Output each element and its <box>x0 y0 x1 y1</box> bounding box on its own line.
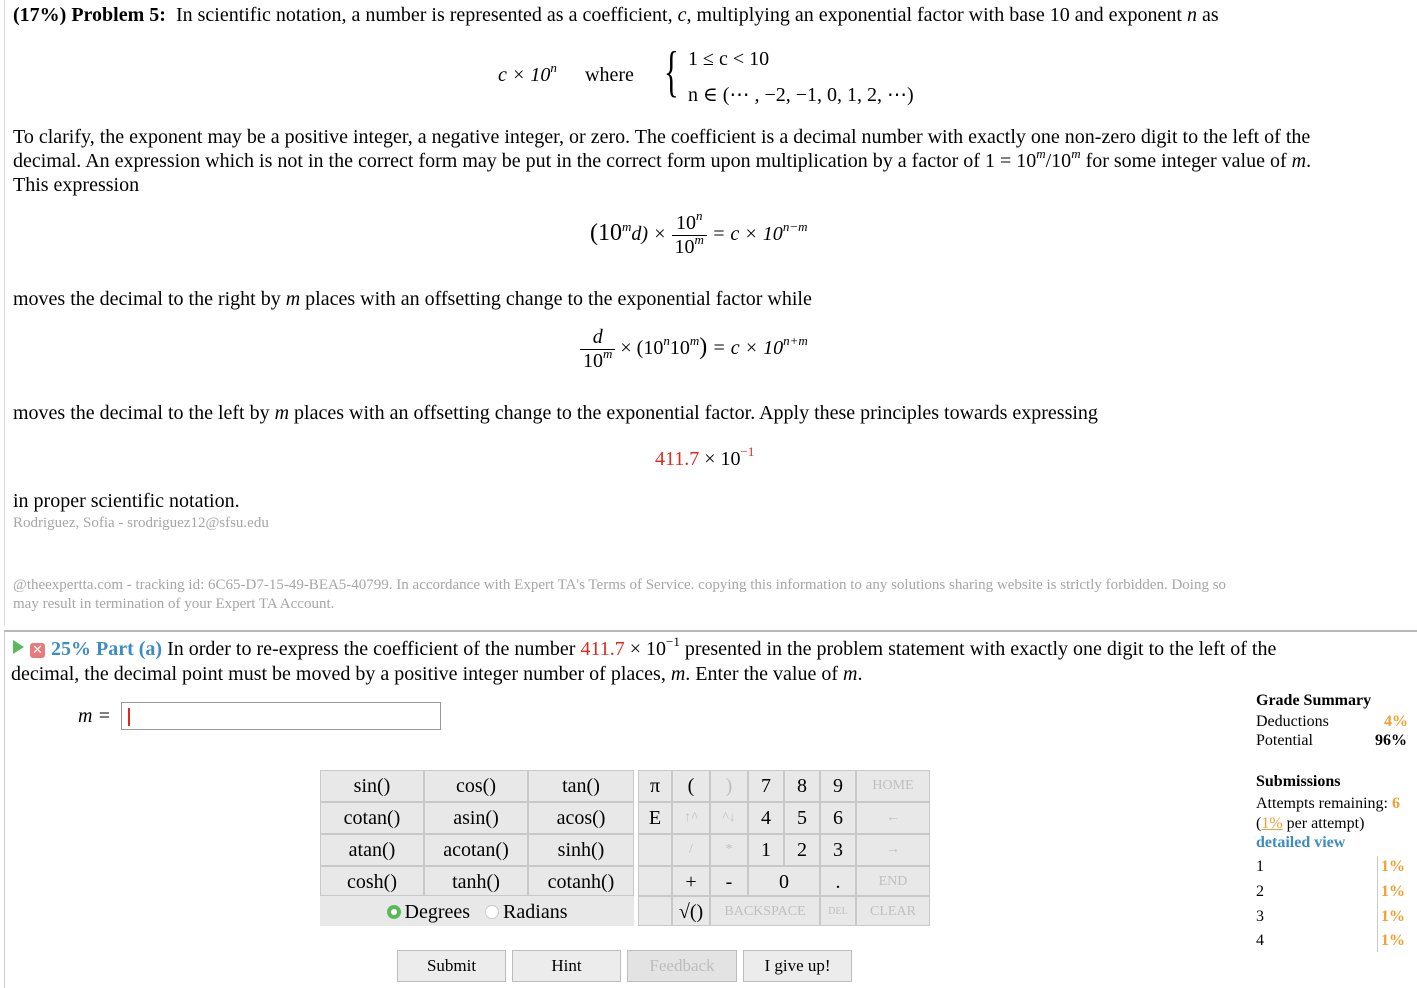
key-backspace: BACKSPACE <box>710 896 820 926</box>
part-times: × 10 <box>629 638 666 660</box>
para2-text: decimal. An expression which is not in the correct form may be put in the correct form upon multiplication by a factor of 1 = 10 <box>13 150 1037 172</box>
key-del: DEL <box>820 896 856 926</box>
eq1-where: where <box>585 64 634 86</box>
problem-title: Problem 5: <box>71 4 166 26</box>
key-cosh[interactable]: cosh() <box>320 866 424 896</box>
submission-row-pct: 1% <box>1381 908 1405 925</box>
eq3-right: = c × 10 <box>712 337 784 360</box>
eq3 <box>580 326 808 373</box>
key-sqrt[interactable]: √() <box>672 896 710 926</box>
hint-button[interactable]: Hint <box>512 950 621 982</box>
key-pi[interactable]: π <box>638 770 672 802</box>
part-label[interactable]: 25% Part (a) <box>51 638 163 660</box>
potential-label: Potential <box>1256 732 1313 749</box>
submission-row-num: 2 <box>1256 883 1264 900</box>
text-caret <box>128 708 130 726</box>
eq2-den: 10 <box>674 236 695 258</box>
student-info: Rodriguez, Sofia - srodriguez12@sfsu.edu <box>13 515 269 531</box>
tracking-line2: may result in termination of your Expert TA Account. <box>13 596 335 612</box>
radians-label: Radians <box>503 901 568 923</box>
attempts-value: 6 <box>1391 795 1400 812</box>
eq2 <box>590 208 808 259</box>
eq1-cond1: 1 ≤ c < 10 <box>688 48 770 70</box>
problem-intro-3: as <box>1201 4 1219 26</box>
target-number <box>655 444 755 471</box>
submission-row-num: 3 <box>1256 908 1264 925</box>
part-a-line2 <box>11 663 862 686</box>
deductions-label: Deductions <box>1256 713 1329 730</box>
per-attempt-pct: 1% <box>1261 815 1283 832</box>
potential-value: 96% <box>1375 732 1407 749</box>
expand-play-icon[interactable] <box>13 640 24 654</box>
key-home: HOME <box>856 770 930 802</box>
attempts-remaining <box>1256 795 1400 813</box>
key-multiply: * <box>710 834 748 866</box>
eq2-num-sup: n <box>695 208 703 223</box>
key-divide: / <box>672 834 710 866</box>
per-open: ( <box>1256 815 1262 832</box>
para2-mid: /10 <box>1045 150 1072 172</box>
part-sup: −1 <box>665 634 680 649</box>
submissions-divider <box>1377 856 1378 952</box>
submission-row-num: 4 <box>1256 932 1264 949</box>
key-sinh[interactable]: sinh() <box>528 834 634 866</box>
eq2-right-sup: n−m <box>782 219 808 235</box>
eq3-close: ) <box>699 334 708 361</box>
answer-input[interactable] <box>121 702 441 730</box>
eq1-sup: n <box>550 60 557 75</box>
deductions-value: 4% <box>1384 713 1408 730</box>
angle-mode-row <box>320 896 634 926</box>
para5 <box>13 402 1098 425</box>
para2-sup2: m <box>1071 146 1081 161</box>
input-label: m = <box>78 705 111 727</box>
submission-row-num: 1 <box>1256 858 1264 875</box>
eq3-num: d <box>580 326 615 350</box>
brace-icon: { <box>664 41 679 103</box>
para2: decimal. An expression which is not in the correct form may be put in the correct form upon multiplication by a factor of $1 = 10^m/10^m$ for some integer value of m. <box>13 146 1312 172</box>
eq1-expr: c × 10 <box>498 64 551 86</box>
part-text2: presented in the problem statement with exactly one digit to the left of the <box>684 638 1277 660</box>
key-blank <box>638 834 672 866</box>
key-cotanh[interactable]: cotanh() <box>528 866 634 896</box>
degrees-radio[interactable] <box>387 905 401 919</box>
eq3-den-sup: m <box>603 346 613 361</box>
give-up-button[interactable]: I give up! <box>743 950 852 982</box>
part-text3-m2: m <box>843 663 858 685</box>
key-blank-3 <box>638 896 672 926</box>
key-cotan[interactable]: cotan() <box>320 802 424 834</box>
part-text1: In order to re-express the coefficient of the number <box>167 638 576 660</box>
part-text3: decimal, the decimal point must be moved by a positive integer number of places, <box>11 663 666 685</box>
para6: in proper scientific notation. <box>13 490 240 512</box>
problem-intro: In scientific notation, a number is represented as a coefficient, <box>175 4 673 26</box>
key-tan[interactable]: tan() <box>528 770 634 802</box>
key-left-arrow: ← <box>856 802 930 834</box>
target-times: × 10 <box>704 448 741 470</box>
eq1-cond2: n ∈ (⋯ , −2, −1, 0, 1, 2, ⋯) <box>688 84 914 106</box>
key-plus[interactable]: + <box>672 866 710 896</box>
eq2-left: (10 <box>590 220 622 247</box>
key-asin[interactable]: asin() <box>424 802 528 834</box>
eq3-fraction <box>580 326 615 373</box>
key-e[interactable]: E <box>638 802 672 834</box>
key-0[interactable]: 0 <box>748 866 820 896</box>
problem-intro-2: , multiplying an exponential factor with base 10 and exponent <box>686 4 1182 26</box>
submission-row-pct: 1% <box>1381 932 1405 949</box>
key-acotan[interactable]: acotan() <box>424 834 528 866</box>
detailed-view-link[interactable]: detailed view <box>1256 834 1346 851</box>
submit-button[interactable]: Submit <box>397 950 506 982</box>
para2-end: for some integer value of <box>1085 150 1287 172</box>
para5-m: m <box>274 402 290 424</box>
key-cos[interactable]: cos() <box>424 770 528 802</box>
eq3-mid2: 10 <box>669 337 690 360</box>
key-tanh[interactable]: tanh() <box>424 866 528 896</box>
eq3-mid: × (10 <box>620 337 664 360</box>
key-decimal[interactable]: . <box>820 866 856 896</box>
problem-weight: (17%) <box>13 4 67 26</box>
part-a-header <box>13 634 1277 661</box>
part-text3-m: m <box>670 663 686 685</box>
key-up: ↑^ <box>672 802 710 834</box>
eq2-num: 10 <box>675 212 696 234</box>
key-6[interactable]: 6 <box>820 802 856 834</box>
key-rparen: ) <box>710 770 748 802</box>
submissions-title: Submissions <box>1256 773 1341 790</box>
key-blank-2 <box>638 866 672 896</box>
problem-header <box>13 4 1219 27</box>
eq2-fraction <box>672 208 707 259</box>
key-right-arrow: → <box>856 834 930 866</box>
para2-sup1: m <box>1036 146 1046 161</box>
key-8[interactable]: 8 <box>784 770 820 802</box>
key-clear: CLEAR <box>856 896 930 926</box>
eq1-left <box>498 60 557 87</box>
incorrect-x-icon: ✕ <box>30 643 45 658</box>
part-num: 411.7 <box>580 638 625 660</box>
target-sup: −1 <box>740 444 755 459</box>
part-text3-dot: . <box>857 663 863 685</box>
key-atan[interactable]: atan() <box>320 834 424 866</box>
key-down: ^↓ <box>710 802 748 834</box>
key-minus[interactable]: - <box>710 866 748 896</box>
key-2[interactable]: 2 <box>784 834 820 866</box>
para4a: moves the decimal to the right by <box>13 288 281 310</box>
para4b: places with an offsetting change to the exponential factor while <box>305 288 812 310</box>
key-5[interactable]: 5 <box>784 802 820 834</box>
key-end: END <box>856 866 930 896</box>
var-c: c <box>677 4 687 26</box>
part-text3-end: . Enter the value of <box>685 663 838 685</box>
attempts-label: Attempts remaining: <box>1256 795 1388 812</box>
submission-row-pct: 1% <box>1381 883 1405 900</box>
eq2-den-sup: m <box>694 232 704 247</box>
eq2-left-d: d) × <box>631 223 667 246</box>
eq3-right-sup: n+m <box>783 333 808 349</box>
para5b: places with an offsetting change to the exponential factor. Apply these principles towards expressing <box>294 402 1098 424</box>
target-coef: 411.7 <box>655 448 700 470</box>
key-acos[interactable]: acos() <box>528 802 634 834</box>
radians-radio[interactable] <box>485 905 499 919</box>
eq2-right: = c × 10 <box>711 223 783 246</box>
key-lparen[interactable]: ( <box>672 770 710 802</box>
key-3[interactable]: 3 <box>820 834 856 866</box>
eq2-left-sup: m <box>622 219 632 235</box>
tracking-line1: @theexpertta.com - tracking id: 6C65-D7-15-49-BEA5-40799. In accordance with Expert TA's Terms of Service. copying this information to any solutions sharing website is strictly forbidden. Doing so <box>13 577 1227 593</box>
feedback-button: Feedback <box>627 950 737 982</box>
para4-m: m <box>285 288 301 310</box>
para2-m: m <box>1291 150 1307 172</box>
submission-row-pct: 1% <box>1381 858 1405 875</box>
para1: To clarify, the exponent may be a positive integer, a negative integer, or zero. The coefficient is a decimal number with exactly one non-zero digit to the left of the <box>13 126 1311 148</box>
para4 <box>13 288 812 311</box>
degrees-label: Degrees <box>404 901 471 923</box>
eq3-mid-sup1: n <box>663 333 670 349</box>
per-attempt-text: per attempt) <box>1286 815 1365 832</box>
key-9[interactable]: 9 <box>820 770 856 802</box>
key-7[interactable]: 7 <box>748 770 784 802</box>
grade-summary-title: Grade Summary <box>1256 692 1372 709</box>
per-attempt <box>1256 815 1364 833</box>
para3: This expression <box>13 174 140 196</box>
eq3-mid-sup2: m <box>689 333 700 349</box>
var-n: n <box>1186 4 1197 26</box>
key-4[interactable]: 4 <box>748 802 784 834</box>
eq3-den: 10 <box>583 350 603 372</box>
para5a: moves the decimal to the left by <box>13 402 270 424</box>
key-sin[interactable]: sin() <box>320 770 424 802</box>
key-1[interactable]: 1 <box>748 834 784 866</box>
